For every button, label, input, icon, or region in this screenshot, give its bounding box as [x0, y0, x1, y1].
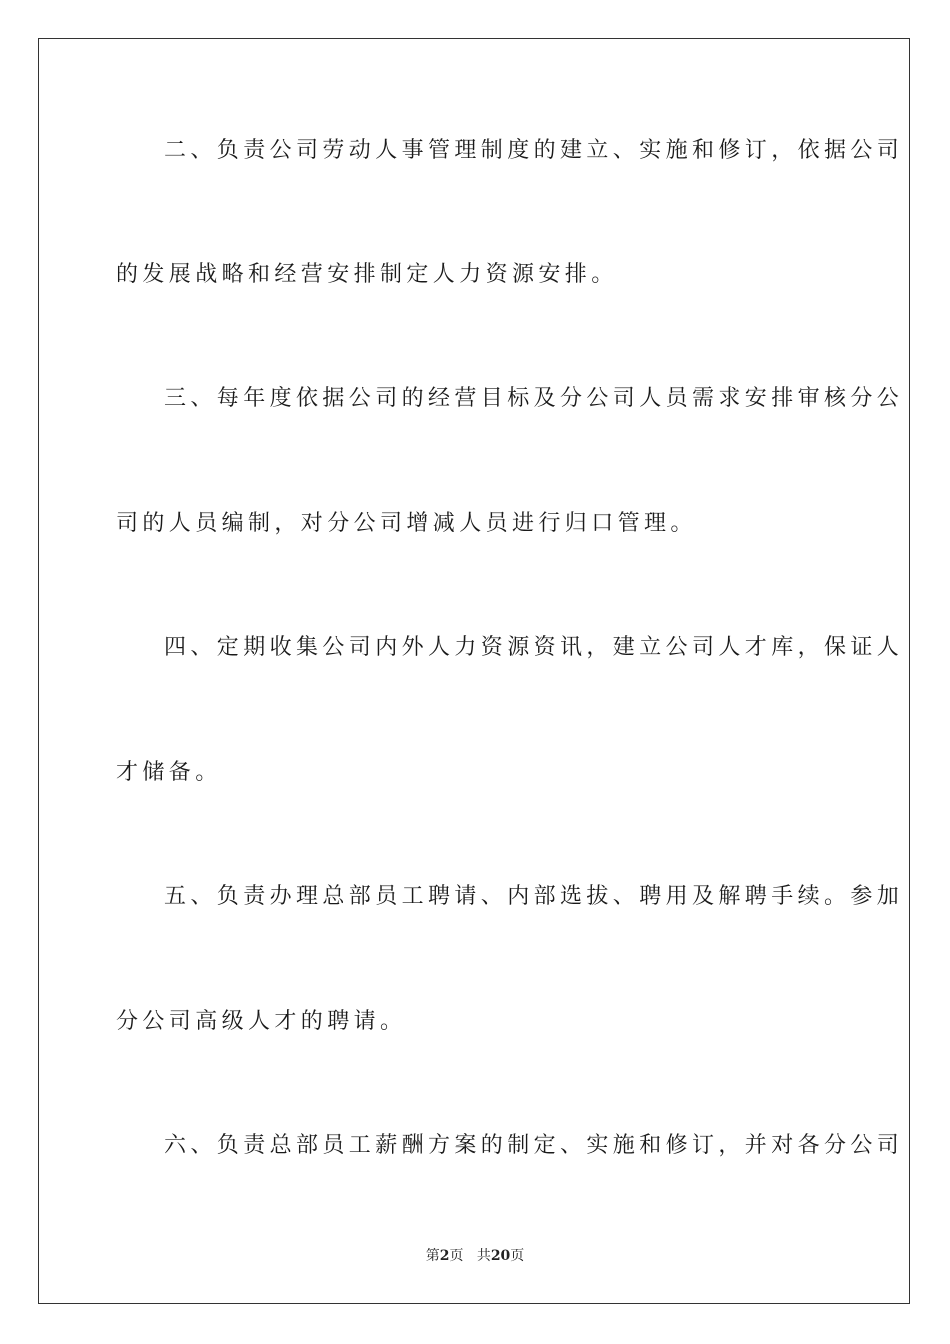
footer-page-prefix: 第 — [425, 1248, 440, 1264]
paragraph-line: 六、负责总部员工薪酬方案的制定、实施和修订，并对各分公司 — [164, 1133, 904, 1158]
paragraph-line: 四、定期收集公司内外人力资源资讯，建立公司人才库，保证人 — [164, 635, 904, 660]
page-frame — [38, 38, 910, 1304]
paragraph-line: 的发展战略和经营安排制定人力资源安排。 — [116, 262, 618, 287]
paragraph-line: 司的人员编制，对分公司增减人员进行归口管理。 — [116, 511, 697, 536]
paragraph-line: 五、负责办理总部员工聘请、内部选拔、聘用及解聘手续。参加 — [164, 884, 904, 909]
paragraph-line: 三、每年度依据公司的经营目标及分公司人员需求安排审核分公 — [164, 386, 904, 411]
paragraph-line: 才储备。 — [116, 760, 222, 785]
footer-total-suffix: 页 — [510, 1248, 525, 1264]
page-footer — [0, 1246, 950, 1266]
footer-page-suffix: 页 — [449, 1248, 464, 1264]
footer-total-prefix: 共 — [476, 1248, 491, 1264]
footer-page-number: 2 — [439, 1248, 450, 1264]
paragraph-line: 分公司高级人才的聘请。 — [116, 1009, 407, 1034]
paragraph-line: 二、负责公司劳动人事管理制度的建立、实施和修订，依据公司 — [164, 138, 904, 163]
footer-total-pages: 20 — [490, 1248, 511, 1264]
